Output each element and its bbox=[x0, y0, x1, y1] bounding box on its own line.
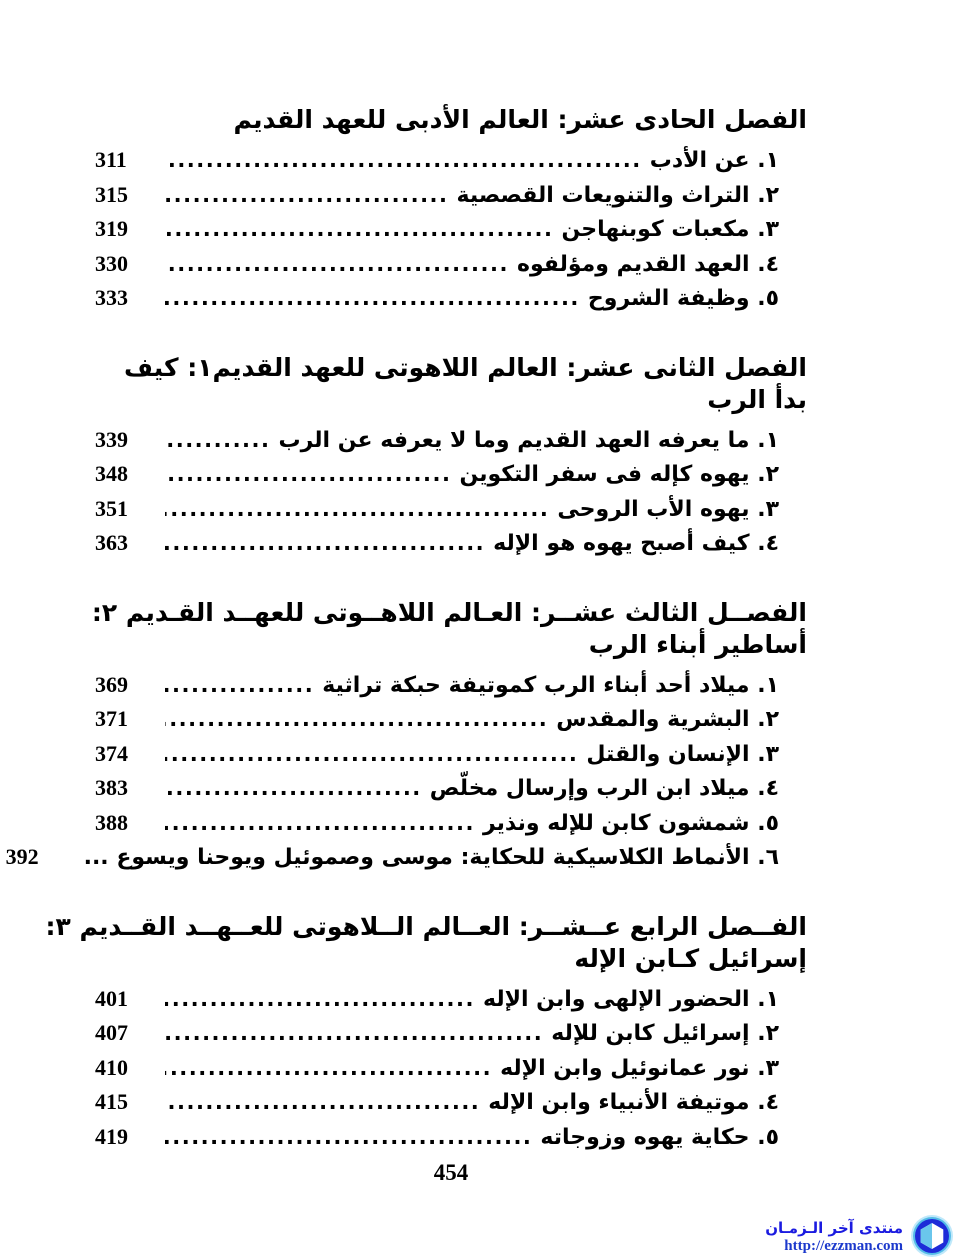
toc-item bbox=[95, 1085, 807, 1120]
dot-leader bbox=[165, 703, 548, 737]
toc-item-page: 330 bbox=[95, 250, 128, 276]
section-heading-line: إسرائيل كـابن الإله bbox=[574, 943, 807, 973]
dot-leader bbox=[165, 772, 422, 806]
dot-leader bbox=[165, 1052, 492, 1086]
toc-item-page: 351 bbox=[95, 495, 128, 521]
table-of-contents bbox=[5, 104, 807, 1190]
toc-item bbox=[95, 737, 807, 772]
toc-item-page: 339 bbox=[95, 426, 128, 452]
toc-item bbox=[95, 247, 807, 282]
toc-item-page: 401 bbox=[95, 985, 128, 1011]
dot-leader bbox=[165, 424, 271, 458]
toc-item-page: 415 bbox=[95, 1089, 128, 1114]
dot-leader bbox=[165, 179, 449, 213]
dot-leader bbox=[165, 1086, 480, 1120]
toc-item bbox=[95, 1120, 807, 1155]
toc-item bbox=[95, 982, 807, 1017]
dot-leader bbox=[165, 493, 549, 527]
toc-item-page: 388 bbox=[95, 809, 128, 835]
toc-item bbox=[95, 668, 807, 703]
section-heading bbox=[45, 911, 807, 975]
toc-item bbox=[95, 178, 807, 213]
toc-item bbox=[95, 771, 807, 806]
watermark-forum-name: منتدى آخر الـزمـان bbox=[765, 1218, 903, 1237]
section-heading-line: الفصل الثانى عشر: العالم اللاهوتى للعهد القديم١: كيف bbox=[123, 352, 807, 382]
toc-item bbox=[95, 806, 807, 841]
dot-leader bbox=[165, 738, 578, 772]
toc-item-page: 392 bbox=[5, 844, 39, 869]
toc-item-title: ٦. الأنماط الكلاسيكية للحكاية: موسى وصموئيل ويوحنا ويسوع ... bbox=[83, 845, 779, 870]
toc-item-title: ١. عن الأدب bbox=[649, 148, 779, 173]
watermark bbox=[765, 1214, 954, 1258]
toc-item-title: ٣. الإنسان والقتل bbox=[586, 741, 779, 767]
section-heading-line: الفصل الحادى عشر: العالم الأدبى للعهد القديم bbox=[233, 105, 807, 134]
dot-leader bbox=[165, 458, 451, 492]
toc-item bbox=[95, 526, 807, 561]
toc-item-page: 311 bbox=[95, 147, 127, 172]
dot-leader bbox=[165, 248, 509, 282]
dot-leader bbox=[165, 527, 485, 561]
toc-section bbox=[45, 911, 807, 1155]
watermark-text bbox=[765, 1218, 903, 1255]
toc-item-title: ٤. العهد القديم ومؤلفوه bbox=[516, 251, 779, 277]
toc-item bbox=[95, 702, 807, 737]
toc-item bbox=[95, 492, 807, 527]
section-heading bbox=[91, 597, 807, 661]
toc-item-page: 419 bbox=[95, 1123, 128, 1149]
section-heading bbox=[95, 352, 807, 416]
section-heading bbox=[95, 104, 807, 136]
toc-item-page: 374 bbox=[95, 740, 128, 766]
watermark-url-link[interactable]: http://ezzman.com bbox=[784, 1237, 903, 1254]
section-heading-line: الفــصل الرابع عــشــر: العــالم الــلاهوتى للعــهــد القــديم ٣: bbox=[45, 911, 807, 941]
toc-item bbox=[95, 457, 807, 492]
toc-item-page: 333 bbox=[95, 285, 128, 310]
toc-item bbox=[95, 1016, 807, 1051]
toc-item bbox=[95, 212, 807, 247]
toc-item bbox=[95, 143, 807, 178]
section-heading-line: بدأ الرب bbox=[707, 384, 807, 414]
toc-item-title: ٤. موتيفة الأنبياء وابن الإله bbox=[488, 1090, 779, 1115]
toc-item-page: 363 bbox=[95, 530, 128, 555]
dot-leader bbox=[165, 669, 314, 703]
toc-item-title: ٢. البشرية والمقدس bbox=[556, 707, 779, 732]
toc-item-page: 410 bbox=[95, 1054, 128, 1080]
toc-item-title: ٣. يهوه الأب الروحى bbox=[557, 496, 779, 522]
toc-item-title: ١. الحضور الإلهى وابن الإله bbox=[483, 986, 779, 1012]
dot-leader bbox=[165, 807, 475, 841]
toc-item-title: ٢. يهوه كإله فى سفر التكوين bbox=[459, 462, 779, 487]
dot-leader bbox=[165, 144, 642, 178]
toc-item bbox=[95, 1051, 807, 1086]
dot-leader bbox=[165, 213, 553, 247]
toc-section bbox=[95, 352, 807, 561]
toc-item-title: ٥. وظيفة الشروح bbox=[587, 286, 779, 311]
toc-item bbox=[5, 840, 807, 875]
toc-item-title: ٤. ميلاد ابن الرب وإرسال مخلّص bbox=[429, 776, 779, 801]
dot-leader bbox=[165, 983, 475, 1017]
dot-leader bbox=[165, 1121, 532, 1155]
toc-item-title: ٣. نور عمانوئيل وابن الإله bbox=[500, 1055, 779, 1081]
toc-item-title: ٥. حكاية يهوه وزوجاته bbox=[540, 1124, 779, 1150]
toc-item bbox=[95, 281, 807, 316]
toc-item-page: 315 bbox=[95, 181, 128, 207]
toc-item-title: ١. ما يعرفه العهد القديم وما لا يعرفه عن الرب bbox=[278, 427, 779, 453]
toc-item-title: ٢. إسرائيل كابن للإله bbox=[551, 1021, 779, 1046]
toc-item-page: 407 bbox=[95, 1020, 128, 1045]
dot-leader bbox=[165, 1017, 543, 1051]
hexagon-forum-logo-icon bbox=[910, 1214, 954, 1258]
toc-item bbox=[95, 423, 807, 458]
toc-item-page: 371 bbox=[95, 706, 128, 731]
toc-item-title: ٤. كيف أصبح يهوه هو الإله bbox=[493, 531, 779, 556]
section-heading-line: أساطير أبناء الرب bbox=[588, 629, 807, 659]
toc-item-page: 369 bbox=[95, 671, 128, 697]
page-number: 454 bbox=[433, 1160, 469, 1185]
dot-leader bbox=[165, 282, 580, 316]
toc-item-page: 319 bbox=[95, 216, 128, 241]
toc-item-title: ٥. شمشون كابن للإله ونذير bbox=[482, 810, 779, 836]
toc-section bbox=[95, 104, 807, 316]
toc-item-page: 348 bbox=[95, 461, 128, 486]
toc-item-title: ١. ميلاد أحد أبناء الرب كموتيفة حبكة تراثية bbox=[322, 672, 779, 698]
toc-item-title: ٣. مكعبات كوبنهاجن bbox=[561, 217, 779, 242]
toc-item-page: 383 bbox=[95, 775, 128, 800]
toc-section bbox=[5, 597, 807, 875]
toc-item-title: ٢. التراث والتنويعات القصصية bbox=[456, 182, 779, 208]
section-heading-line: الفصــل الثالث عشــر: العـالم اللاهــوتى للعهــد القـديم ٢: bbox=[91, 597, 807, 627]
